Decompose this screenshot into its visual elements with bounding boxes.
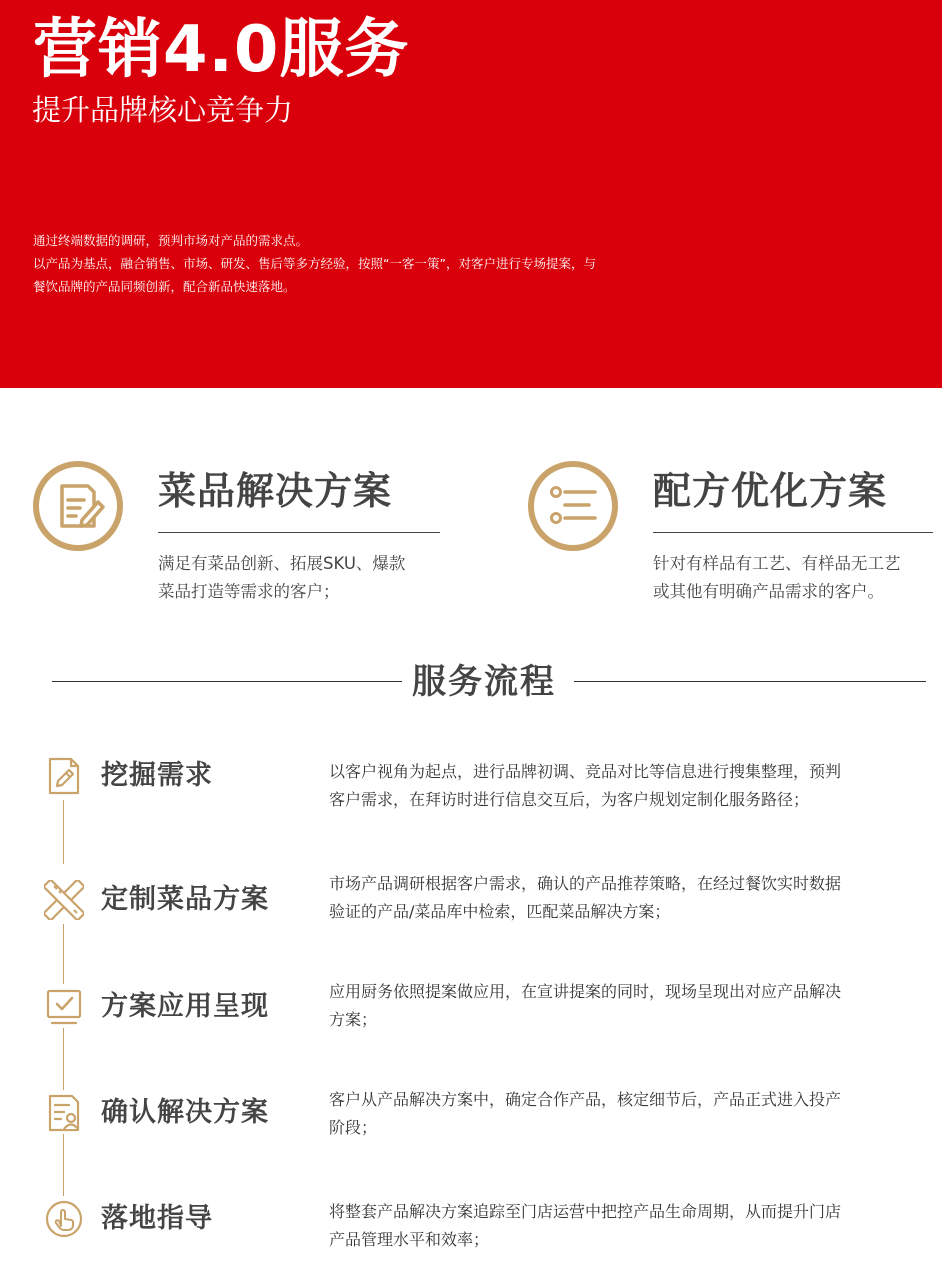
document-pen-icon <box>44 756 84 796</box>
process-step <box>0 982 942 1057</box>
solution-description <box>158 550 458 606</box>
document-edit-icon <box>32 460 124 552</box>
step-description-line: 将整套产品解决方案追踪至门店运营中把控产品生命周期，从而提升门店 <box>329 1202 842 1221</box>
divider <box>653 532 933 533</box>
process-step <box>0 756 942 826</box>
divider <box>52 681 402 682</box>
solution-formula <box>527 460 942 620</box>
list-options-icon <box>527 460 619 552</box>
hero-description-line: 餐饮品牌的产品同频创新，配合新品快速落地。 <box>33 279 296 294</box>
divider <box>574 681 926 682</box>
solution-title: 菜品解决方案 <box>158 469 393 513</box>
monitor-check-icon <box>44 987 84 1027</box>
process-step <box>0 1090 942 1163</box>
page-subtitle: 提升品牌核心竞争力 <box>32 93 294 127</box>
section-title: 服务流程 <box>412 662 556 702</box>
step-title: 挖掘需求 <box>101 760 213 791</box>
step-description-line: 应用厨务依照提案做应用，在宣讲提案的同时，现场呈现出对应产品解决 <box>329 982 842 1001</box>
solution-description-line: 针对有样品有工艺、有样品无工艺 <box>653 554 901 573</box>
solution-description <box>653 550 942 606</box>
step-title: 定制菜品方案 <box>101 884 269 915</box>
step-description <box>329 978 929 1034</box>
step-description <box>329 870 929 926</box>
document-user-icon <box>44 1093 84 1133</box>
divider <box>158 532 440 533</box>
step-description-line: 验证的产品/菜品库中检索，匹配菜品解决方案； <box>329 902 671 921</box>
hero-banner <box>0 0 942 388</box>
step-title: 落地指导 <box>101 1203 213 1234</box>
step-description-line: 产品管理水平和效率； <box>329 1230 490 1249</box>
hero-description-line: 通过终端数据的调研，预判市场对产品的需求点。 <box>33 233 309 248</box>
step-description <box>329 758 929 814</box>
hero-description-line: 以产品为基点，融合销售、市场、研发、售后等多方经验，按照“一客一策”，对客户进行专场提案，与 <box>33 256 596 271</box>
solution-description-line: 或其他有明确产品需求的客户。 <box>653 582 884 601</box>
step-description-line: 以客户视角为起点，进行品牌初调、竞品对比等信息进行搜集整理，预判 <box>329 762 842 781</box>
solution-description-line: 满足有菜品创新、拓展SKU、爆款 <box>158 554 406 573</box>
step-title: 方案应用呈现 <box>101 991 269 1022</box>
step-description-line: 客户从产品解决方案中，确定合作产品，核定细节后，产品正式进入投产 <box>329 1090 842 1109</box>
solution-title: 配方优化方案 <box>653 469 888 513</box>
step-description-line: 方案； <box>329 1010 378 1029</box>
step-description-line: 阶段； <box>329 1118 378 1137</box>
step-description <box>329 1086 929 1142</box>
hero-description <box>33 229 733 298</box>
process-step <box>0 1199 942 1269</box>
solution-description-line: 菜品打造等需求的客户； <box>158 582 340 601</box>
hand-pointer-icon <box>44 1199 84 1239</box>
step-description <box>329 1198 929 1254</box>
section-heading <box>0 658 942 706</box>
process-step <box>0 874 942 950</box>
page-title: 营销4.0服务 <box>33 13 410 87</box>
ruler-pencil-icon <box>44 880 84 920</box>
step-title: 确认解决方案 <box>101 1097 269 1128</box>
step-description-line: 市场产品调研根据客户需求，确认的产品推荐策略，在经过餐饮实时数据 <box>329 874 842 893</box>
step-description-line: 客户需求，在拜访时进行信息交互后，为客户规划定制化服务路径； <box>329 790 810 809</box>
solution-dish <box>32 460 452 620</box>
